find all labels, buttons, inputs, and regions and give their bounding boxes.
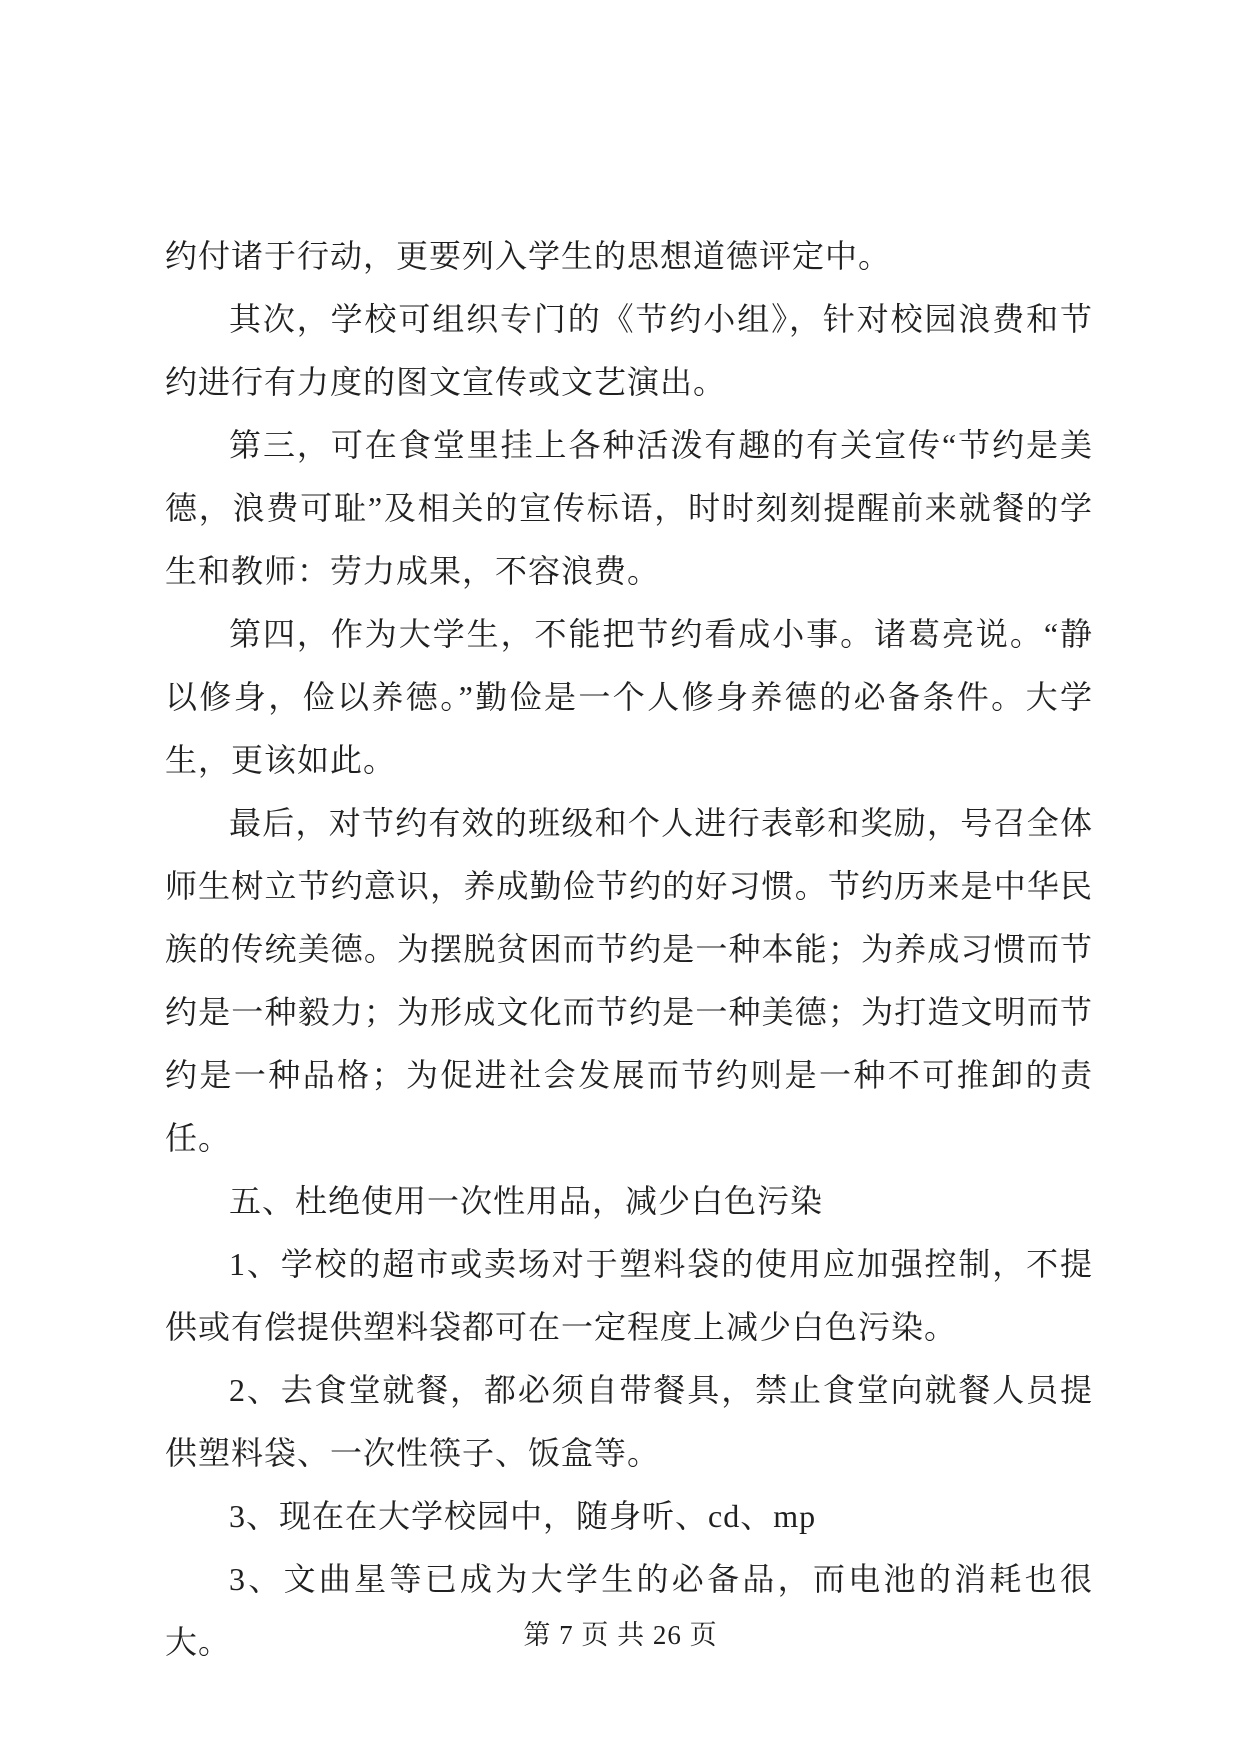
page-number-footer: 第 7 页 共 26 页 xyxy=(523,1620,718,1650)
paragraph: 五、杜绝使用一次性用品，减少白色污染 xyxy=(229,1183,824,1219)
paragraph: 第四，作为大学生，不能把节约看成小事。诸葛亮说。“静以修身，俭以养德。”勤俭是一个人修身养德的必备条件。大学生，更该如此。 xyxy=(165,616,1093,778)
document-body xyxy=(165,225,1093,1674)
paragraph: 约付诸于行动，更要列入学生的思想道德评定中。 xyxy=(165,238,892,274)
paragraph: 第三，可在食堂里挂上各种活泼有趣的有关宣传“节约是美德，浪费可耻”及相关的宣传标语，时时刻刻提醒前来就餐的学生和教师：劳力成果，不容浪费。 xyxy=(165,427,1093,589)
paragraph: 3、现在在大学校园中，随身听、cd、mp xyxy=(229,1498,817,1534)
paragraph: 其次，学校可组织专门的《节约小组》，针对校园浪费和节约进行有力度的图文宣传或文艺演出。 xyxy=(165,301,1093,400)
paragraph: 最后，对节约有效的班级和个人进行表彰和奖励，号召全体师生树立节约意识，养成勤俭节约的好习惯。节约历来是中华民族的传统美德。为摆脱贫困而节约是一种本能；为养成习惯而节约是一种毅力；为形成文化而节约是一种美德；为打造文明而节约是一种品格；为促进社会发展而节约则是一种不可推卸的责任。 xyxy=(165,805,1093,1156)
paragraph: 3、文曲星等已成为大学生的必备品，而电池的消耗也很大。 xyxy=(165,1561,1093,1660)
paragraph: 2、去食堂就餐，都必须自带餐具，禁止食堂向就餐人员提供塑料袋、一次性筷子、饭盒等。 xyxy=(165,1372,1093,1471)
paragraph: 1、学校的超市或卖场对于塑料袋的使用应加强控制，不提供或有偿提供塑料袋都可在一定程度上减少白色污染。 xyxy=(165,1246,1093,1345)
